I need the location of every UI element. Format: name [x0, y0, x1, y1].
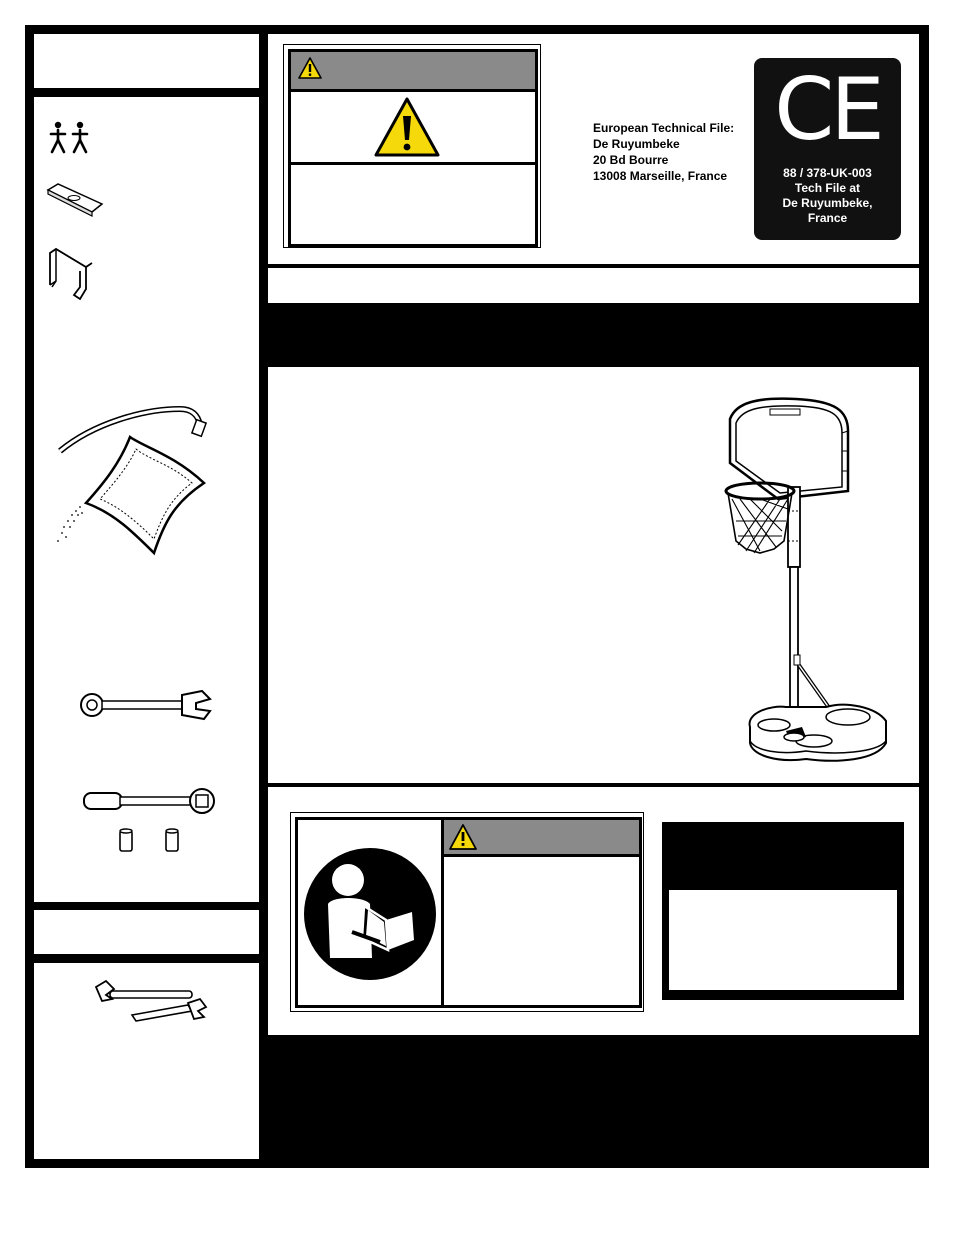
spacer-plate-icon: [46, 182, 104, 218]
left-header-box: [34, 34, 259, 88]
ce-file-line: 13008 Marseille, France: [593, 169, 728, 183]
two-person-icon: [48, 121, 92, 155]
product-panel: [268, 367, 919, 783]
title-bar: [268, 268, 919, 303]
socket-icon: [164, 827, 180, 853]
warning-label: [283, 44, 541, 248]
read-manual-pictogram: [298, 820, 444, 1005]
ce-badge-line: 88 / 378-UK-003: [783, 166, 872, 180]
ce-technical-file: [593, 120, 763, 184]
tools-panel: [34, 97, 259, 902]
adjustable-wrench-icon: [92, 977, 212, 1025]
bracket-icon: [46, 245, 96, 303]
ratchet-icon: [80, 783, 220, 819]
ce-badge-line: Tech File at: [794, 181, 861, 195]
ce-file-line: European Technical File:: [593, 121, 735, 135]
ce-badge-line: De Ruyumbeke,: [782, 196, 873, 210]
ce-mark-symbol: CE: [774, 60, 881, 160]
left-subheader-box: [34, 910, 259, 954]
read-manual-label: [290, 812, 644, 1012]
ce-badge: [754, 58, 901, 240]
ce-file-line: 20 Bd Bourre: [593, 153, 669, 167]
warning-triangle-icon: [297, 56, 323, 80]
safety-panel: [268, 787, 919, 1035]
socket-icon: [118, 827, 134, 853]
combination-wrench-icon: [78, 687, 214, 723]
ce-info-panel: [268, 34, 919, 264]
notice-box-body: [669, 890, 897, 990]
portable-basketball-system-illustration: [716, 391, 906, 775]
warning-triangle-icon: [373, 96, 441, 158]
warning-symbol-area: [291, 92, 535, 165]
warning-header: [291, 52, 535, 92]
alternate-tools-panel: [34, 963, 259, 1159]
ce-badge-line: France: [807, 211, 848, 225]
warning-header: [444, 820, 639, 857]
warning-triangle-icon: [448, 823, 478, 851]
ce-file-line: De Ruyumbeke: [593, 137, 680, 151]
notice-box: [662, 822, 904, 1000]
ce-badge-text: [754, 166, 901, 226]
hose-and-sand-bag-icon: [54, 403, 214, 563]
read-manual-icon: [302, 846, 438, 982]
